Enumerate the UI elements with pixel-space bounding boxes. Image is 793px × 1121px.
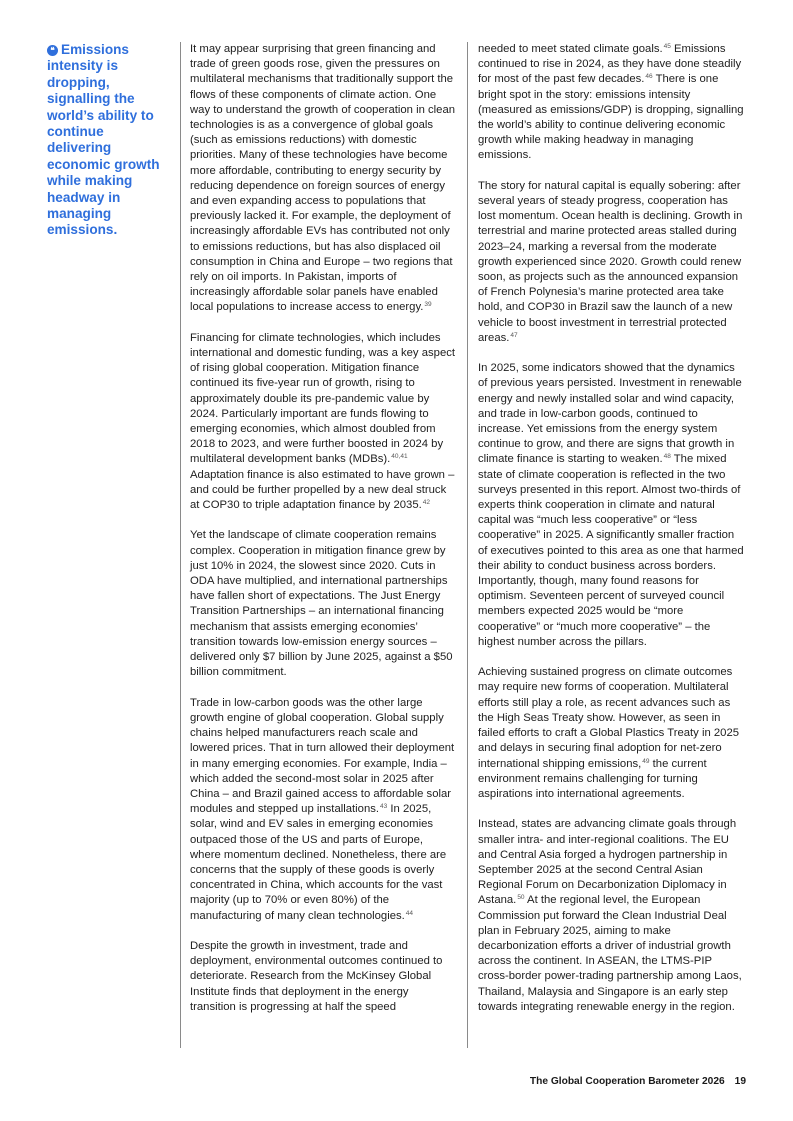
footer-title: The Global Cooperation Barometer 2026: [529, 1076, 725, 1087]
paragraph-text: It may appear surprising that green financing and trade of green goods rose, given the pressures on multilateral mechanisms that traditionally support the flows of these components of climate action. One way to understand the growth of cooperation in clean technologies is as a convergence of global goals (such as emissions reductions) with domestic priorities. Many of these technologies have become more affordable, contributing to energy security by reducing dependence on foreign sources of energy and even expanding access to populations that previously lacked it. For example, the deployment of increasingly affordable EVs has contributed not only to emissions reductions, but has also displaced oil consumption in China and Europe – two regions that rely on oil imports. In Pakistan, imports of increasingly affordable solar panels have enabled local populations to increase access to energy.: [190, 43, 456, 314]
pull-quote: [47, 42, 169, 239]
paragraph-text: In 2025, solar, wind and EV sales in emerging economies outpaced those of the US and parts of Europe, where momentum declined. Nonetheless, there are concerns that the supply of these goods is overly concentrated in China, which accounts for the vast majority (up to 70% or even 80%) of the manufacturing of many clean technologies.: [190, 803, 447, 922]
paragraph-text: the current environment remains challenging for turning aspirations into international agreements.: [478, 757, 707, 800]
footnote-ref: 49: [642, 757, 650, 765]
footnote-ref: 42: [422, 499, 430, 507]
page-number: 19: [734, 1076, 746, 1087]
column-middle: [180, 42, 456, 1048]
paragraph-text: The story for natural capital is equally sobering: after several years of steady progress, cooperation has lost momentum. Ocean health is declining. Growth in terrestrial and marine protected areas stalled during 2023–24, marking a reversal from the moderate growth experienced since 2020. Growth could renew soon, as projects such as the announced expansion of French Polynesia’s marine protected area take hold, and COP30 in Brazil saw the launch of a new vehicle to boost investment in terrestrial protected areas.: [478, 179, 743, 344]
paragraph: [190, 331, 456, 513]
paragraph-text: There is one bright spot in the story: emissions intensity (measured as emissions/GDP) is dropping, signalling the world’s ability to continue delivering economic growth while making headway in managing emissions.: [478, 73, 744, 162]
paragraph-text: In 2025, some indicators showed that the dynamics of previous years persisted. Investment in renewable energy and newly installed solar and wind capacity, and trade in low-carbon goods, continued to increase. Yet emissions from the energy system continue to grow, and there are signs that growth in climate finance is starting to weaken.: [478, 362, 742, 466]
footnote-ref: 40,41: [391, 453, 408, 461]
paragraph-text: At the regional level, the European Commission put forward the Clean Industrial Deal plan in February 2025, aiming to make decarbonization efforts a driver of industrial growth across the continent. In ASEAN, the LTMS-PIP cross-border power-trading partnership among Laos, Thailand, Malaysia and Singapore is an early step towards integrating renewable energy in the region.: [478, 894, 742, 1013]
paragraph-text: Financing for climate technologies, which includes international and domestic funding, was a key aspect of rising global cooperation. Mitigation finance continued its five-year run of growth, rising to approximately double its pre-pandemic value by 2024. Particularly important are funds flowing to emerging economies, which almost doubled from 2018 to 2023, and were further boosted in 2024 by multilateral development banks (MDBs).: [190, 331, 456, 466]
paragraph: [478, 179, 744, 346]
footnote-ref: 43: [380, 803, 388, 811]
paragraph-text: Yet the landscape of climate cooperation remains complex. Cooperation in mitigation finance grew by just 10% in 2024, the slowest since 2020. Cuts in ODA have multiplied, and international partnerships have fallen short of expectations. The Just Energy Transition Partnerships – an international financing mechanism that assists emerging economies’ transition towards low-emission energy sources – delivered only $7 billion by June 2025, against a $50 billion commitment.: [190, 529, 453, 679]
paragraph-text: Despite the growth in investment, trade and deployment, environmental outcomes continued to deteriorate. Research from the McKinsey Global Institute finds that deployment in the energy transition is progressing at half the speed: [190, 939, 443, 1013]
paragraph: [190, 696, 456, 924]
paragraph-text: Trade in low-carbon goods was the other large growth engine of global cooperation. Global supply chains helped manufacturers reach scale and lowered prices. That in turn allowed their deployment in many emerging economies. For example, India – which added the second-most solar in 2025 after China – and Brazil gained access to affordable solar modules and stepped up installations.: [190, 696, 455, 816]
paragraph-text: Achieving sustained progress on climate outcomes may require new forms of cooperation. Multilateral efforts still play a role, as recent advances such as the High Seas Treaty show. However, as seen in failed efforts to craft a Global Plastics Treaty in 2025 and delays in securing final adoption for net-zero international shipping emissions,: [478, 666, 740, 770]
paragraph-text: Instead, states are advancing climate goals through smaller intra- and inter-regional coalitions. The EU and Central Asia forged a hydrogen partnership in September 2025 at the second Central Asian Regional Forum on Decarbonization Diplomacy in Astana.: [478, 818, 737, 907]
footnote-ref: 50: [517, 894, 525, 902]
footnote-ref: 48: [663, 453, 671, 461]
pull-quote-text: Emissions intensity is dropping, signalling the world’s ability to continue delivering economic growth while making headway in managing emissions.: [47, 42, 160, 238]
page-footer: [530, 1076, 746, 1087]
quote-icon: ❝: [47, 45, 58, 56]
footnote-ref: 39: [424, 301, 432, 309]
paragraph: [478, 665, 744, 802]
paragraph: [478, 361, 744, 650]
paragraph-text: needed to meet stated climate goals.: [478, 43, 663, 55]
footnote-ref: 45: [663, 43, 671, 50]
footnote-ref: 46: [645, 73, 653, 81]
sidebar: [47, 42, 169, 239]
paragraph: [190, 528, 456, 680]
paragraph-text: Emissions continued to rise in 2024, as they have done steadily for most of the past few decades.: [478, 43, 742, 86]
paragraph: [478, 817, 744, 1015]
column-right: [467, 42, 744, 1048]
footnote-ref: 44: [405, 909, 414, 917]
paragraph: [478, 42, 744, 164]
paragraph: [190, 42, 456, 316]
paragraph: [190, 939, 456, 1015]
paragraph-text: Adaptation finance is also estimated to have grown – and could be further propelled by a new deal struck at COP30 to triple adaptation finance by 2035.: [190, 468, 455, 512]
paragraph-text: The mixed state of climate cooperation is reflected in the two surveys presented in this report. Almost two-thirds of experts think cooperation in climate and natural capital was “much less cooperative” or “less cooperative” in 2025. A significantly smaller fraction of executives pointed to this area as one that harmed their ability to conduct business across borders. Importantly, though, many found reasons for optimism. Seventeen percent of surveyed council members expected 2025 would be “more cooperative” or “much more cooperative” – the highest number across the pillars.: [478, 453, 744, 648]
footnote-ref: 47: [510, 331, 518, 339]
